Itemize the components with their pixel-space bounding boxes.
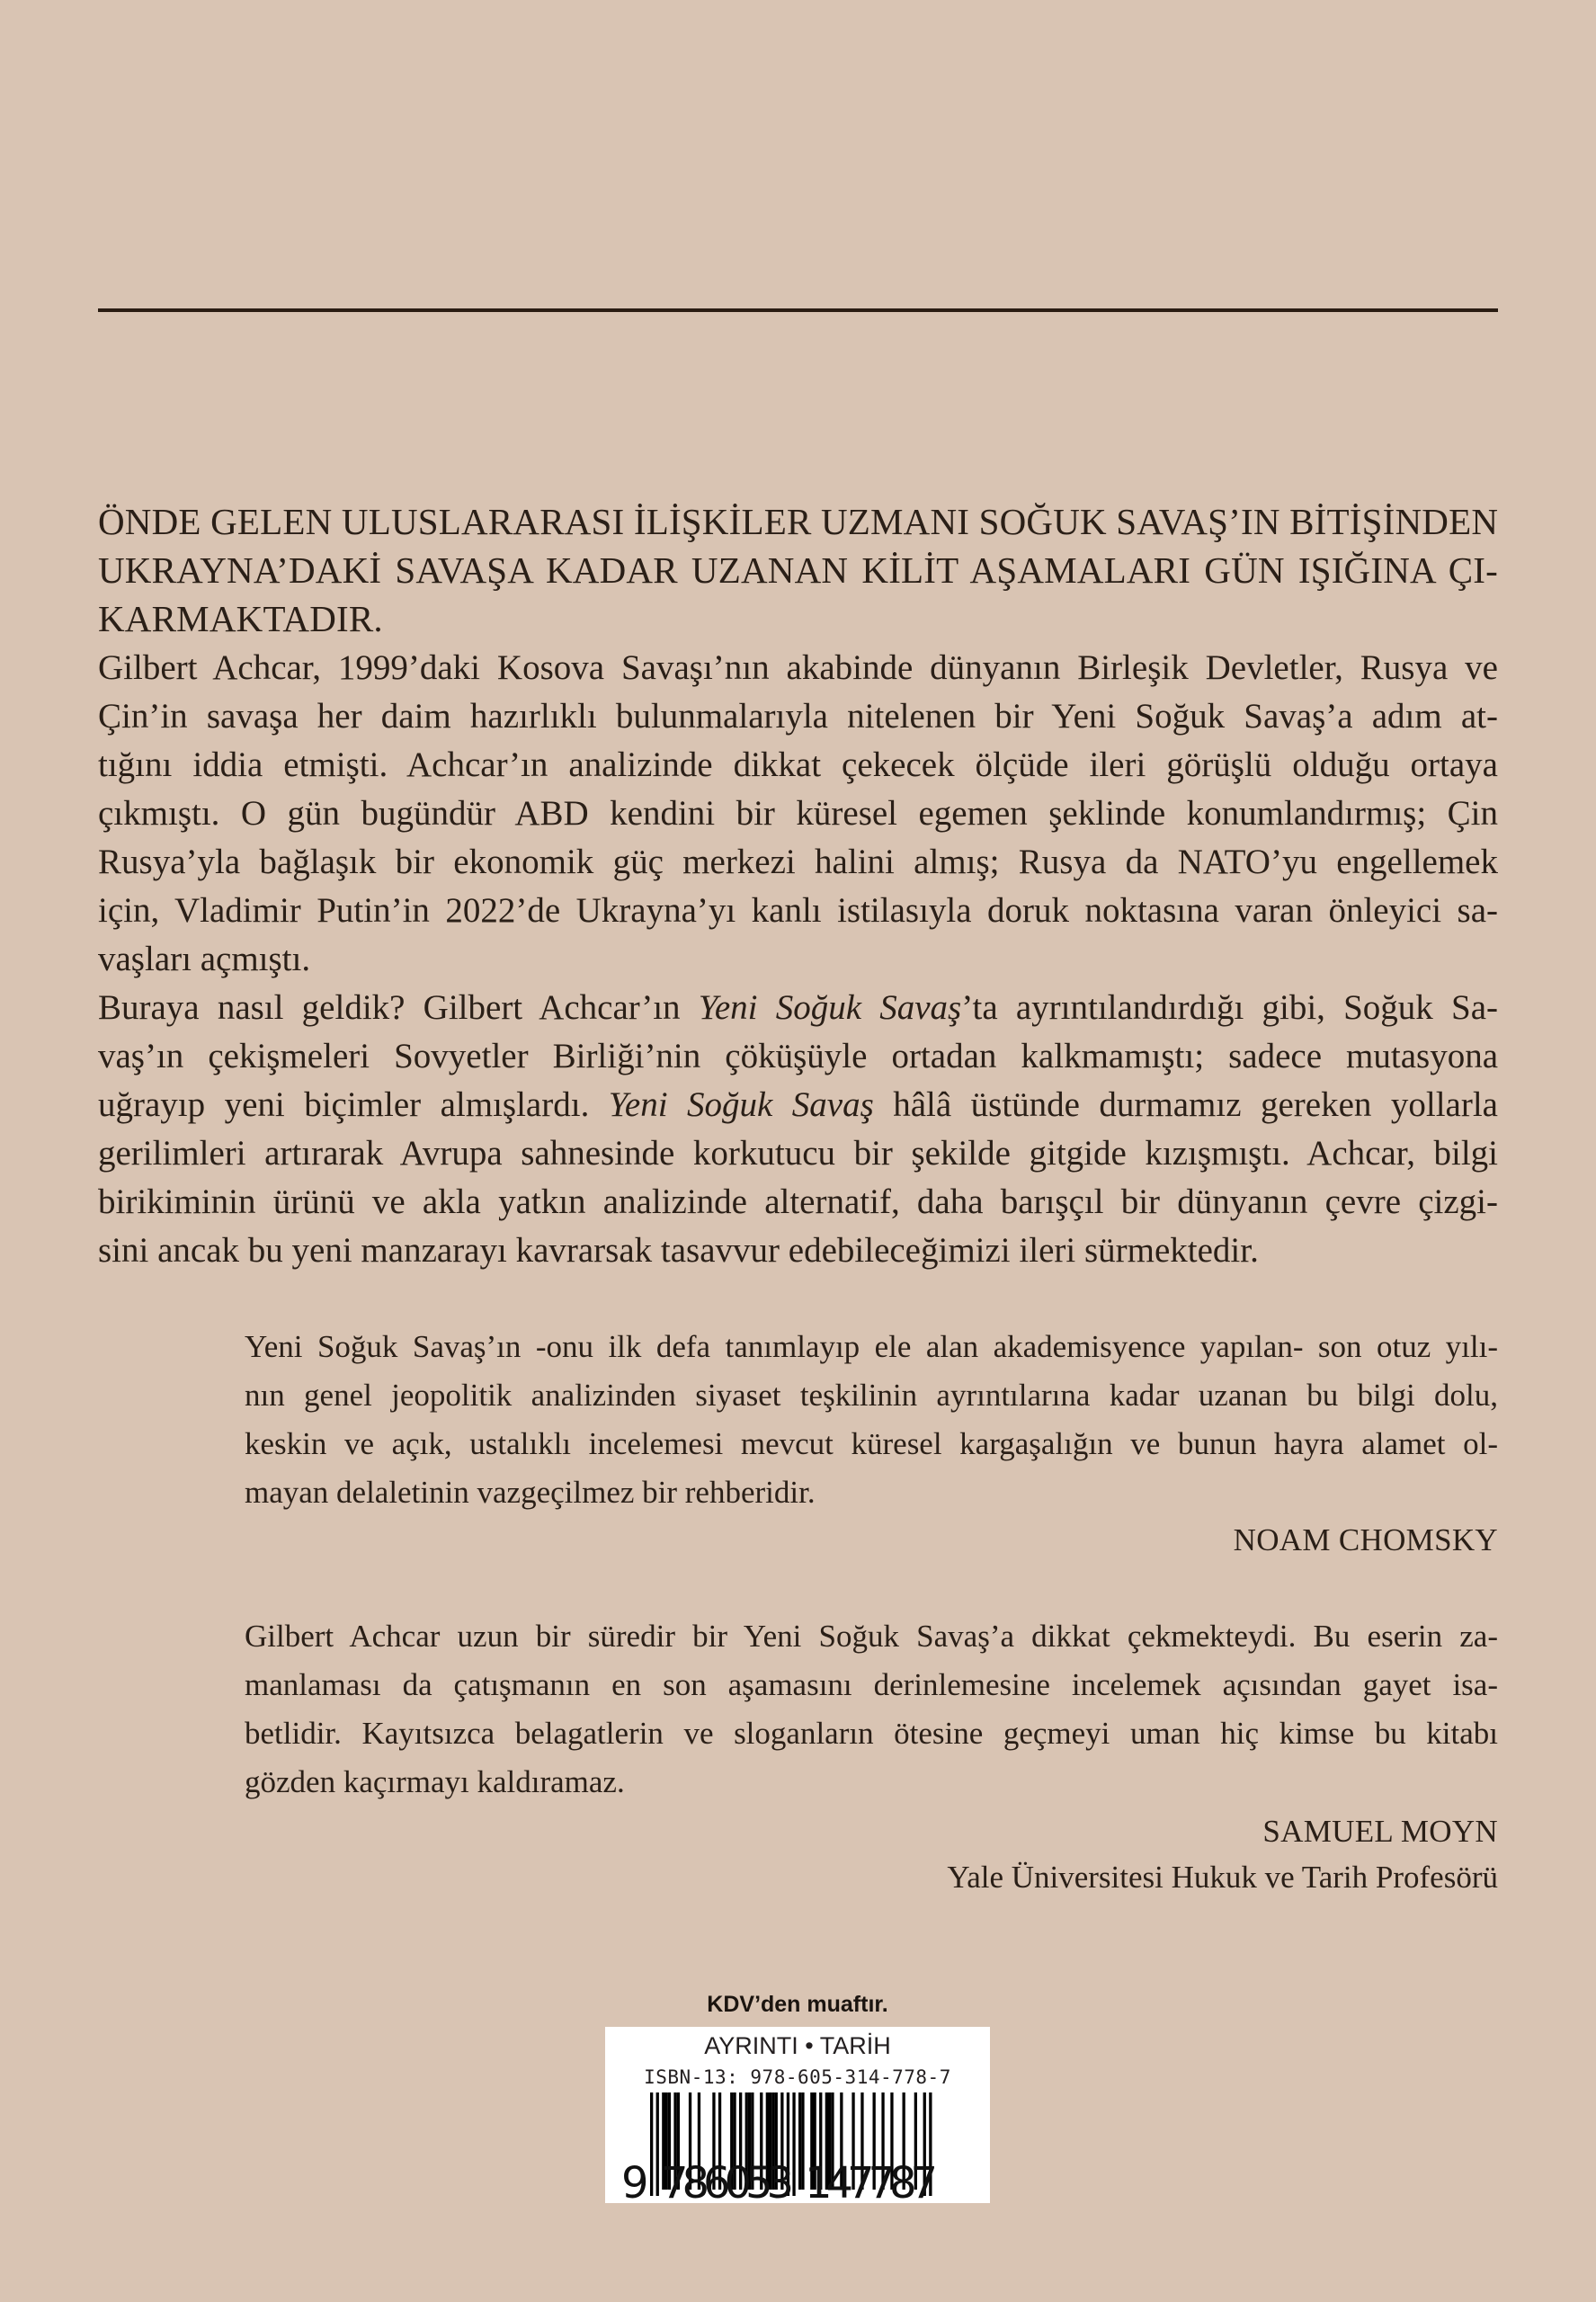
description-body xyxy=(98,644,1498,1275)
body-line: vaş’ın çekişmeleri Sovyetler Birliği’nin çöküşüyle ortadan kalkmamıştı; sadece mutasyona xyxy=(98,1037,1498,1075)
barcode-digit-first: 9 xyxy=(621,2158,649,2203)
barcode-guard-bar xyxy=(650,2092,653,2196)
barcode-digits-left: 786053 xyxy=(661,2158,794,2203)
body-line: vaşları açmıştı. xyxy=(98,940,311,978)
body-line: için, Vladimir Putin’in 2022’de Ukrayna’yı kanlı istilasıyla doruk noktasına varan önleyici sa- xyxy=(98,891,1498,930)
headline-line: UKRAYNA’DAKİ SAVAŞA KADAR UZANAN KİLİT AŞAMALARI GÜN IŞIĞINA ÇI- xyxy=(98,549,1498,591)
body-line: Gilbert Achcar, 1999’daki Kosova Savaşı’nın akabinde dünyanın Birleşik Devletler, Rusya ve xyxy=(98,648,1498,687)
quote-author-affiliation: Yale Üniversitesi Hukuk ve Tarih Profesörü xyxy=(947,1860,1498,1895)
quote-line: betlidir. Kayıtsızca belagatlerin ve sloganların ötesine geçmeyi uman hiç kimse bu kitabı xyxy=(245,1716,1498,1751)
headline-line: ÖNDE GELEN ULUSLARARASI İLİŞKİLER UZMANI SOĞUK SAVAŞ’IN BİTİŞİNDEN xyxy=(98,501,1499,542)
top-divider-rule xyxy=(98,308,1498,312)
body-text: ’ta ayrıntılandırdığı gibi, Soğuk Sa- xyxy=(961,988,1498,1027)
quote-line: gözden kaçırmayı kaldıramaz. xyxy=(245,1764,625,1799)
book-title-italic: Yeni Soğuk Savaş xyxy=(698,988,962,1027)
tax-exempt-note: KDV’den muaftır. xyxy=(707,1992,888,2017)
book-title-italic: Yeni Soğuk Savaş xyxy=(608,1085,874,1124)
body-text: hâlâ üstünde durmamız gereken yollarla xyxy=(873,1085,1498,1124)
barcode-guard-bar xyxy=(656,2092,659,2196)
endorsement-quote-chomsky xyxy=(245,1323,1498,1517)
endorsement-quote-moyn xyxy=(245,1612,1498,1807)
body-line: Rusya’yla bağlaşık bir ekonomik güç merkezi halini almış; Rusya da NATO’yu engellemek xyxy=(98,843,1498,881)
barcode-graphic xyxy=(605,2027,990,2203)
quote-line: Gilbert Achcar uzun bir süredir bir Yeni Soğuk Savaş’a dikkat çekmekteydi. Bu eserin za- xyxy=(245,1619,1498,1654)
body-line xyxy=(98,1081,1498,1129)
quote-line: nın genel jeopolitik analizinden siyaset teşkilinin ayrıntılarına kadar uzanan bu bilgi dolu, xyxy=(245,1378,1498,1413)
quote-line: mayan delaletinin vazgeçilmez bir rehberidir. xyxy=(245,1475,816,1510)
body-line: birikiminin ürünü ve akla yatkın analizinde alternatif, daha barışçıl bir dünyanın çevre çizgi- xyxy=(98,1182,1498,1221)
isbn-label: ISBN-13: 978-605-314-778-7 xyxy=(644,2066,951,2088)
quote-author: NOAM CHOMSKY xyxy=(1233,1522,1498,1557)
quote-author: SAMUEL MOYN xyxy=(1262,1814,1498,1849)
quote-line: keskin ve açık, ustalıklı incelemesi mevcut küresel kargaşalığın ve bunun hayra alamet ol- xyxy=(245,1426,1498,1461)
barcode-bar xyxy=(798,2092,801,2190)
body-line: tığını iddia etmişti. Achcar’ın analizinde dikkat çekecek ölçüde ileri görüşlü olduğu ortaya xyxy=(98,745,1498,784)
body-line: gerilimleri artırarak Avrupa sahnesinde korkutucu bir şekilde gitgide kızışmıştı. Achcar, bilgi xyxy=(98,1134,1498,1173)
body-line: sini ancak bu yeni manzarayı kavrarsak tasavvur edebileceğimizi ileri sürmektedir. xyxy=(98,1231,1259,1270)
barcode-digits-right: 147787 xyxy=(805,2158,938,2203)
body-line: çıkmıştı. O gün bugündür ABD kendini bir küresel egemen şeklinde konumlandırmış; Çin xyxy=(98,794,1498,833)
body-line: Çin’in savaşa her daim hazırlıklı bulunmalarıyla nitelenen bir Yeni Soğuk Savaş’a adım at- xyxy=(98,697,1498,736)
headline xyxy=(98,497,1498,643)
isbn-barcode-box xyxy=(605,2027,990,2203)
body-text: Buraya nasıl geldik? Gilbert Achcar’ın xyxy=(98,988,699,1027)
body-text: uğrayıp yeni biçimler almışlardı. xyxy=(98,1085,609,1124)
headline-line: KARMAKTADIR. xyxy=(98,598,383,639)
quote-line: manlaması da çatışmanın en son aşamasını derinlemesine incelemek açısından gayet isa- xyxy=(245,1667,1498,1702)
body-line xyxy=(98,984,1498,1032)
quote-line: Yeni Soğuk Savaş’ın -onu ilk defa tanımlayıp ele alan akademisyence yapılan- son otuz yılı- xyxy=(245,1329,1498,1364)
publisher-series-label: AYRINTI • TARİH xyxy=(704,2032,891,2059)
